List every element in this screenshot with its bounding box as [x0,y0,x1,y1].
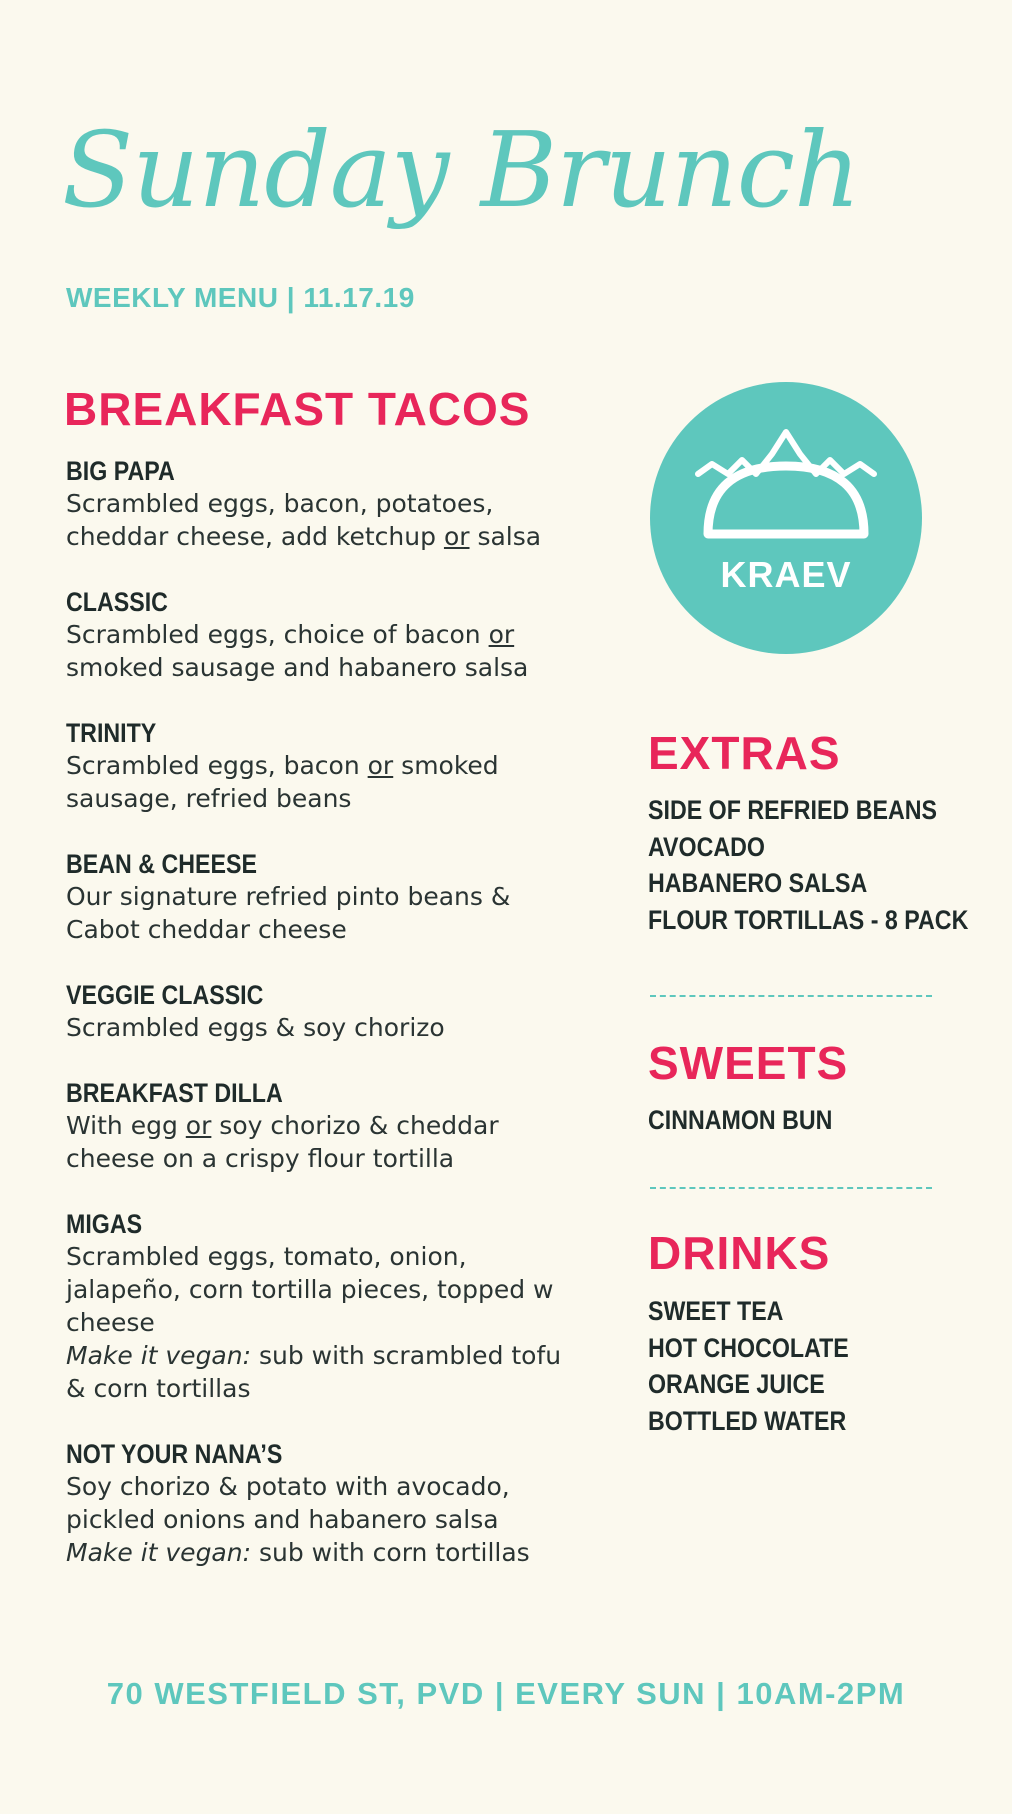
breakfast-tacos-list [66,455,586,1602]
menu-subtitle: WEEKLY MENU | 11.17.19 [66,282,415,313]
extras-heading: EXTRAS [648,727,841,779]
kraev-logo [650,382,922,654]
item-name: BIG PAPA [66,456,175,486]
list-item: AVOCADO [648,831,765,862]
item-description: Scrambled eggs, choice of bacon or smoked sausage and habanero salsa [66,620,529,682]
divider [650,1187,932,1189]
drinks-list [648,1293,978,1439]
item-name: BREAKFAST DILLA [66,1078,283,1108]
item-description: Scrambled eggs & soy chorizo [66,1013,445,1042]
menu-item-trinity [66,717,586,815]
item-name: TRINITY [66,718,157,748]
list-item: ORANGE JUICE [648,1369,825,1399]
menu-title: Sunday Brunch [62,109,860,231]
item-description: Scrambled eggs, bacon or smoked sausage, refried beans [66,751,499,813]
drinks-heading: DRINKS [648,1227,831,1279]
sweets-heading: SWEETS [648,1037,849,1089]
list-item: CINNAMON BUN [648,1105,833,1135]
logo-text: KRAEV [720,554,852,595]
sweets-list [648,1102,978,1139]
item-description: Scrambled eggs, bacon, potatoes, cheddar cheese, add ketchup or salsa [66,489,542,551]
item-name: NOT YOUR NANA’S [66,1439,283,1469]
menu-item-bean-cheese [66,848,586,946]
extras-list [648,792,978,938]
taco-icon [650,382,922,654]
menu-item-classic [66,586,586,684]
vegan-note: Make it vegan: sub with scrambled tofu & corn tortillas [66,1341,562,1403]
list-item: HABANERO SALSA [648,868,868,898]
list-item: HOT CHOCOLATE [648,1332,849,1363]
item-description: With egg or soy chorizo & cheddar cheese on a crispy flour tortilla [66,1111,499,1173]
menu-item-not-your-nanas [66,1438,586,1569]
menu-item-veggie-classic [66,979,586,1044]
list-item: SIDE OF REFRIED BEANS [648,795,938,825]
menu-item-migas [66,1208,586,1405]
menu-item-big-papa [66,455,586,553]
item-name: MIGAS [66,1209,143,1239]
list-item: BOTTLED WATER [648,1405,847,1436]
item-name: CLASSIC [66,587,168,617]
item-description: Our signature refried pinto beans & Cabot cheddar cheese [66,882,511,944]
item-description: Scrambled eggs, tomato, onion, jalapeño, corn tortilla pieces, topped w cheese [66,1242,554,1337]
list-item: FLOUR TORTILLAS - 8 PACK [648,904,969,935]
menu-item-breakfast-dilla [66,1077,586,1175]
vegan-note: Make it vegan: sub with corn tortillas [66,1538,530,1567]
item-description: Soy chorizo & potato with avocado, pickled onions and habanero salsa [66,1472,510,1534]
footer-address-hours: 70 WESTFIELD ST, PVD | EVERY SUN | 10AM-2PM [106,1676,906,1711]
breakfast-tacos-heading: BREAKFAST TACOS [64,383,531,435]
item-name: BEAN & CHEESE [66,849,257,879]
item-name: VEGGIE CLASSIC [66,980,264,1010]
list-item: SWEET TEA [648,1296,784,1326]
divider [650,995,932,997]
